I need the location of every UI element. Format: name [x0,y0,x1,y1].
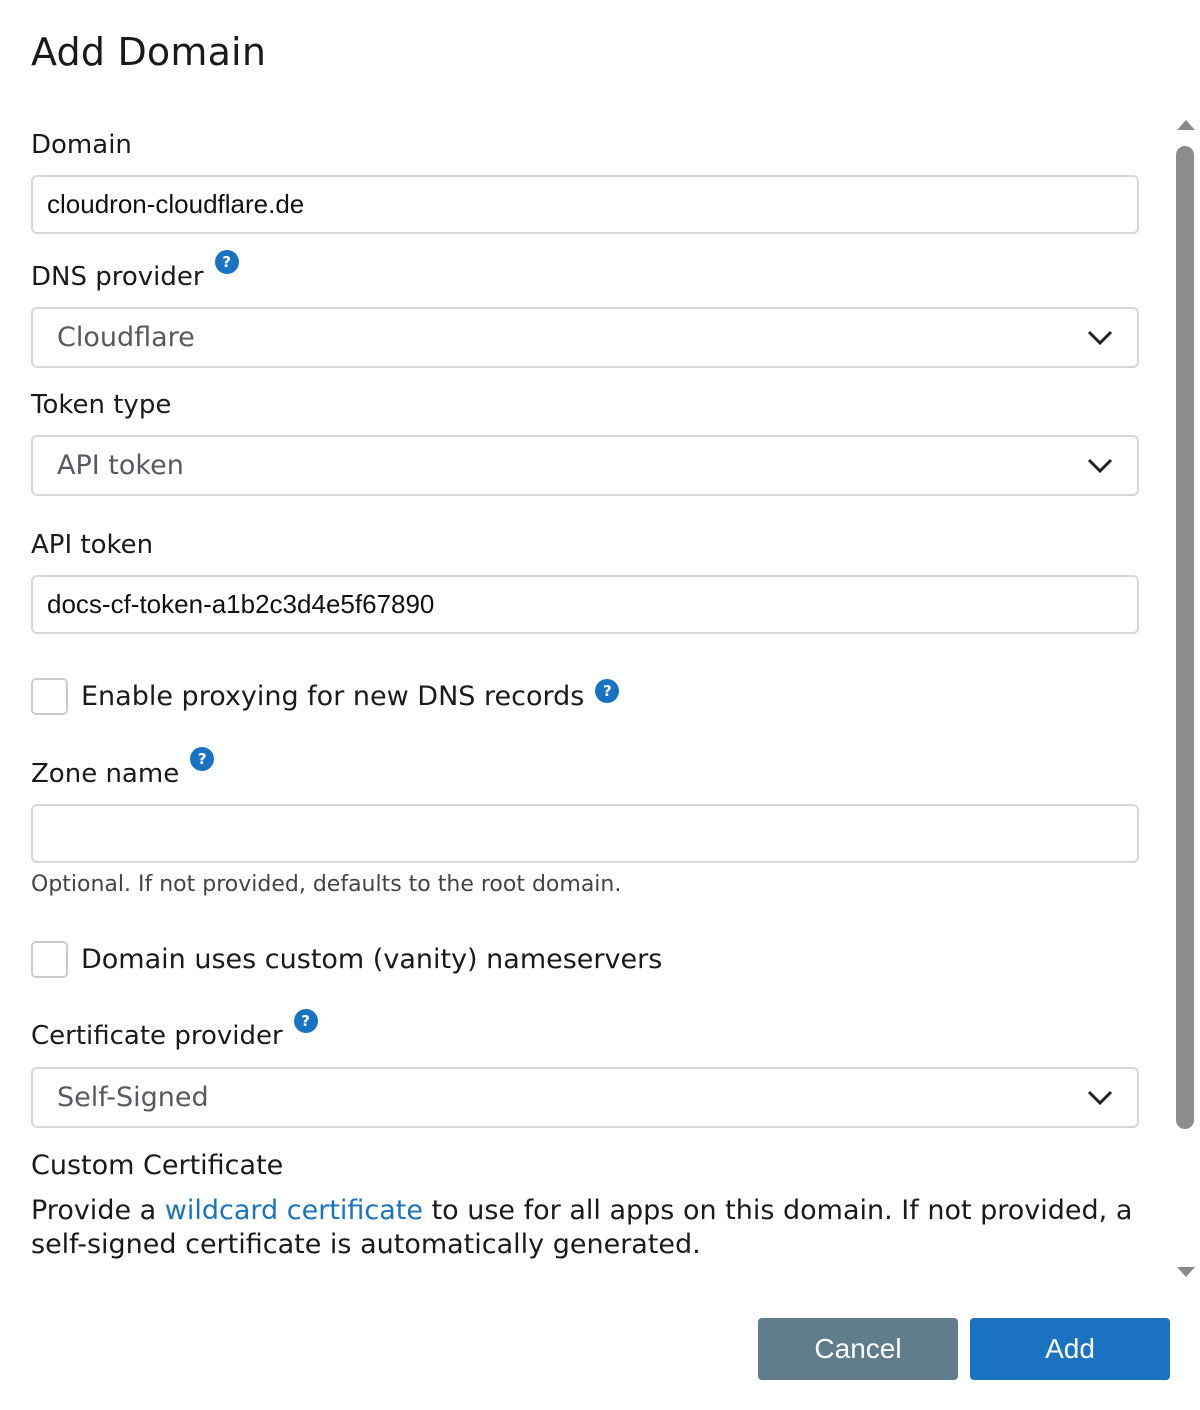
scroll-down-icon[interactable] [1177,1267,1195,1277]
chevron-down-icon [1087,330,1113,346]
scroll-thumb[interactable] [1176,146,1194,1129]
custom-certificate-description: Provide a wildcard certificate to use for all apps on this domain. If not provided, a self-signed certificate is automatically generated. [31,1195,1133,1260]
api-token-label: API token [31,530,154,560]
chevron-down-icon [1087,1090,1113,1106]
wildcard-certificate-link[interactable]: wildcard certificate [164,1195,423,1226]
form-scrollbar[interactable] [1172,112,1200,1287]
help-icon[interactable]: ? [190,747,214,771]
domain-label: Domain [31,130,132,160]
add-button[interactable]: Add [970,1318,1170,1380]
vanity-nameservers-label: Domain uses custom (vanity) nameservers [81,944,663,975]
scroll-up-icon[interactable] [1177,120,1195,130]
help-icon[interactable]: ? [595,679,619,703]
help-icon[interactable]: ? [294,1009,318,1033]
help-icon[interactable]: ? [215,250,239,274]
zone-name-hint: Optional. If not provided, defaults to the root domain. [31,872,622,897]
cancel-button[interactable]: Cancel [758,1318,958,1380]
proxying-checkbox[interactable] [31,678,68,715]
certificate-provider-label: Certificate provider ? [31,1021,318,1051]
dialog-title: Add Domain [31,30,267,74]
custom-certificate-title: Custom Certificate [31,1150,284,1181]
api-token-input[interactable]: docs-cf-token-a1b2c3d4e5f67890 [31,575,1139,634]
token-type-select[interactable]: API token [31,435,1139,496]
chevron-down-icon [1087,458,1113,474]
zone-name-label: Zone name ? [31,759,214,789]
vanity-nameservers-row[interactable] [31,941,662,978]
token-type-label: Token type [31,390,172,420]
certificate-provider-select[interactable]: Self-Signed [31,1067,1139,1128]
form-scroll-area [0,110,1172,1285]
vanity-nameservers-checkbox[interactable] [31,941,68,978]
proxying-checkbox-row[interactable] [31,678,619,715]
dns-provider-select[interactable]: Cloudflare [31,307,1139,368]
dns-provider-label: DNS provider ? [31,262,239,292]
domain-input[interactable]: cloudron-cloudflare.de [31,175,1139,234]
zone-name-input[interactable] [31,804,1139,863]
proxying-label: Enable proxying for new DNS records [81,681,585,712]
